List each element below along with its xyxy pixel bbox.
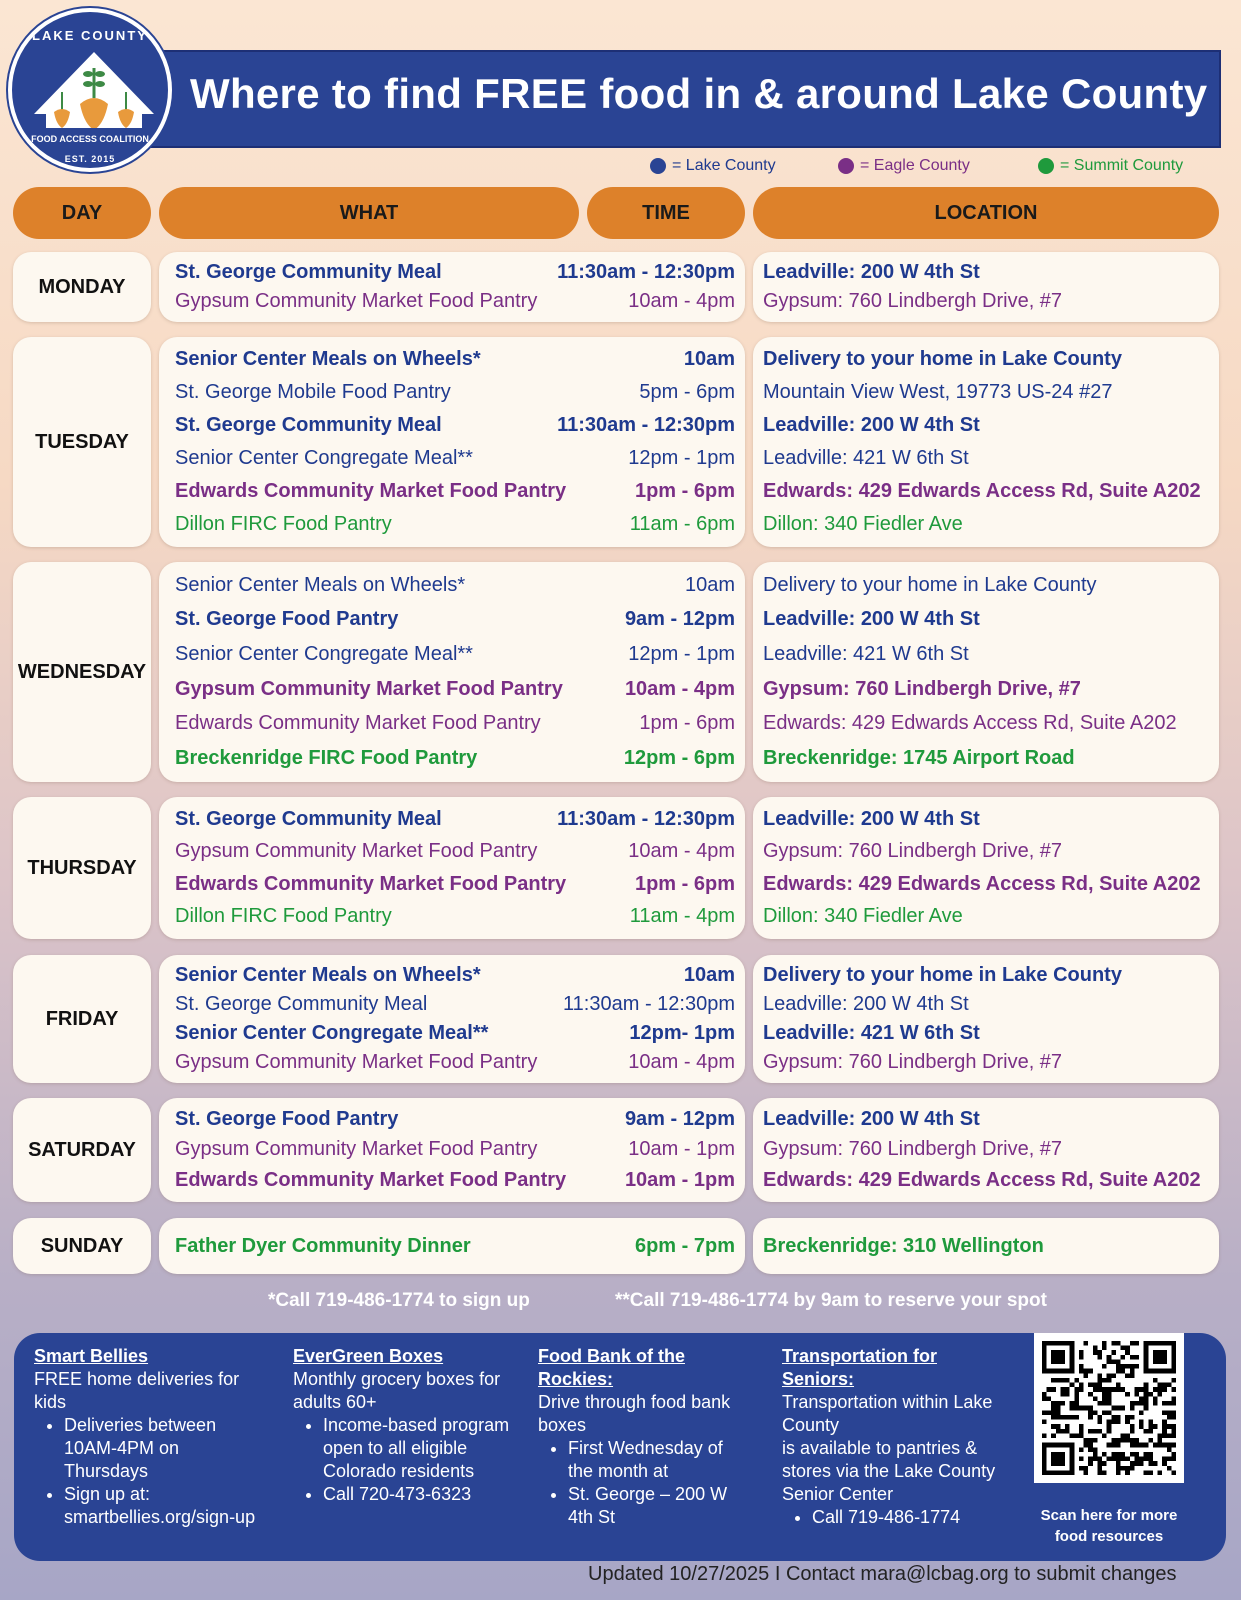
table-row — [175, 964, 735, 987]
what-time-card-sunday — [159, 1218, 745, 1274]
day-label-sunday: SUNDAY — [13, 1218, 151, 1274]
program-name: Senior Center Congregate Meal** — [175, 643, 473, 666]
location-card-monday — [753, 252, 1219, 322]
location-card-thursday — [753, 797, 1219, 939]
food-bank-desc: Drive through food bank boxes — [538, 1392, 731, 1435]
program-location: Edwards: 429 Edwards Access Rd, Suite A202 — [763, 872, 1201, 895]
program-location: Delivery to your home in Lake County — [763, 573, 1097, 596]
table-row — [175, 1022, 735, 1045]
table-row — [175, 1138, 735, 1161]
program-name: St. George Community Meal — [175, 261, 442, 283]
program-location: Gypsum: 760 Lindbergh Drive, #7 — [763, 1138, 1063, 1161]
day-label-saturday: SATURDAY — [13, 1098, 151, 1202]
program-location: Gypsum: 760 Lindbergh Drive, #7 — [763, 677, 1081, 700]
program-name: Breckenridge FIRC Food Pantry — [175, 747, 478, 770]
location-card-tuesday — [753, 337, 1219, 547]
program-name: Gypsum Community Market Food Pantry — [175, 677, 563, 700]
program-name: St. George Food Pantry — [175, 1107, 399, 1130]
program-time: 9am - 12pm — [624, 608, 735, 631]
program-name: Senior Center Congregate Meal** — [175, 447, 473, 469]
program-name: Father Dyer Community Dinner — [175, 1234, 471, 1257]
program-name: Senior Center Meals on Wheels* — [175, 348, 481, 370]
day-label-tuesday: TUESDAY — [13, 337, 151, 547]
food-bank-section — [538, 1345, 748, 1529]
program-time: 11:30am - 12:30pm — [557, 807, 735, 830]
program-time: 12pm - 1pm — [628, 643, 735, 666]
program-location: Dillon: 340 Fiedler Ave — [763, 513, 963, 535]
reserve-note: **Call 719-486-1774 by 9am to reserve your spot — [615, 1290, 1047, 1311]
evergreen-section — [293, 1345, 533, 1506]
title-banner — [140, 50, 1221, 148]
eagle-county-dot-icon — [838, 158, 854, 174]
program-location: Edwards: 429 Edwards Access Rd, Suite A202 — [763, 712, 1177, 735]
program-name: Gypsum Community Market Food Pantry — [175, 1051, 538, 1073]
program-time: 5pm - 6pm — [639, 381, 735, 403]
program-location: Leadville: 200 W 4th St — [763, 261, 980, 283]
program-name: Gypsum Community Market Food Pantry — [175, 840, 538, 863]
qr-code-icon[interactable] — [1034, 1333, 1184, 1483]
column-header-location: LOCATION — [753, 187, 1219, 239]
summit-county-dot-icon — [1038, 158, 1054, 174]
table-row — [175, 513, 735, 536]
program-name: Edwards Community Market Food Pantry — [175, 712, 541, 735]
program-location: Leadville: 200 W 4th St — [763, 993, 969, 1015]
location-card-friday — [753, 955, 1219, 1083]
table-row — [175, 993, 735, 1016]
smart-bellies-link[interactable]: Smart Bellies — [34, 1346, 149, 1366]
location-card-saturday — [753, 1098, 1219, 1202]
location-card-wednesday — [753, 562, 1219, 782]
program-name: St. George Mobile Food Pantry — [175, 381, 451, 403]
list-item: • Deliveries between 10AM-4PM on Thursdays — [64, 1414, 264, 1483]
program-location: Leadville: 200 W 4th St — [763, 414, 980, 436]
program-location: Gypsum: 760 Lindbergh Drive, #7 — [763, 840, 1063, 863]
coalition-logo — [8, 8, 172, 172]
program-name: St. George Community Meal — [175, 414, 442, 436]
program-name: St. George Food Pantry — [175, 608, 399, 631]
program-location: Mountain View West, 19773 US-24 #27 — [763, 381, 1113, 403]
program-location: Breckenridge: 1745 Airport Road — [763, 747, 1075, 770]
program-time: 1pm - 6pm — [639, 712, 735, 735]
day-label-thursday: THURSDAY — [13, 797, 151, 939]
resources-panel — [14, 1333, 1226, 1561]
table-row — [175, 414, 735, 437]
table-row — [175, 290, 735, 313]
legend-summit: = Summit County — [1038, 154, 1183, 178]
qr-caption: Scan here for more food resources — [1040, 1507, 1178, 1545]
program-time: 10am - 4pm — [628, 840, 735, 863]
footer-updated: Updated 10/27/2025 I Contact mara@lcbag.org to submit changes — [588, 1563, 1177, 1585]
program-name: Dillon FIRC Food Pantry — [175, 905, 392, 928]
evergreen-desc: Monthly grocery boxes for adults 60+ — [293, 1369, 501, 1412]
list-item: • Call 719-486-1774 — [812, 1506, 1002, 1529]
table-row — [175, 905, 735, 928]
smart-bellies-section — [34, 1345, 264, 1529]
table-row — [175, 381, 735, 404]
program-time: 10am — [683, 964, 735, 986]
program-name: Edwards Community Market Food Pantry — [175, 1169, 567, 1192]
program-name: Dillon FIRC Food Pantry — [175, 513, 392, 535]
program-location: Leadville: 421 W 6th St — [763, 447, 969, 469]
program-name: St. George Community Meal — [175, 993, 428, 1015]
program-time: 10am - 4pm — [628, 290, 735, 312]
what-time-card-wednesday — [159, 562, 745, 782]
program-location: Leadville: 200 W 4th St — [763, 807, 980, 830]
program-location: Edwards: 429 Edwards Access Rd, Suite A202 — [763, 480, 1201, 502]
what-time-card-thursday — [159, 797, 745, 939]
program-location: Gypsum: 760 Lindbergh Drive, #7 — [763, 1051, 1063, 1073]
program-location: Leadville: 200 W 4th St — [763, 1107, 980, 1130]
program-time: 10am - 1pm — [624, 1169, 735, 1192]
smart-bellies-desc: FREE home deliveries for kids — [34, 1369, 240, 1412]
logo-top-text: LAKE COUNTY — [32, 28, 148, 43]
transport-link[interactable]: Transportation for Seniors: — [782, 1346, 938, 1389]
column-header-time: TIME — [587, 187, 745, 239]
program-location: Breckenridge: 310 Wellington — [763, 1234, 1044, 1257]
day-label-wednesday: WEDNESDAY — [13, 562, 151, 782]
program-name: Gypsum Community Market Food Pantry — [175, 290, 538, 312]
what-time-card-saturday — [159, 1098, 745, 1202]
location-card-sunday — [753, 1218, 1219, 1274]
program-name: Edwards Community Market Food Pantry — [175, 480, 567, 502]
table-row — [175, 447, 735, 470]
what-time-card-monday — [159, 252, 745, 322]
program-name: Senior Center Congregate Meal** — [175, 1022, 489, 1044]
program-time: 10am - 1pm — [628, 1138, 735, 1161]
signup-note: *Call 719-486-1774 to sign up — [268, 1290, 530, 1311]
table-row — [175, 747, 735, 770]
program-time: 10am - 4pm — [624, 677, 735, 700]
program-name: Senior Center Meals on Wheels* — [175, 964, 481, 986]
legend-eagle: = Eagle County — [838, 154, 970, 178]
table-row — [175, 840, 735, 863]
program-time: 1pm - 6pm — [634, 480, 735, 502]
column-header-what: WHAT — [159, 187, 579, 239]
table-row — [175, 1108, 735, 1131]
what-time-card-tuesday — [159, 337, 745, 547]
program-time: 10am — [683, 348, 735, 370]
program-time: 11:30am - 12:30pm — [557, 414, 735, 436]
program-time: 12pm - 6pm — [623, 747, 735, 770]
program-name: Gypsum Community Market Food Pantry — [175, 1138, 538, 1161]
page-title: Where to find FREE food in & around Lake County — [190, 70, 1208, 117]
program-location: Leadville: 421 W 6th St — [763, 1022, 980, 1044]
program-location: Leadville: 421 W 6th St — [763, 643, 969, 666]
program-time: 11:30am - 12:30pm — [563, 993, 735, 1015]
table-row — [175, 608, 735, 631]
table-row — [175, 1051, 735, 1074]
program-name: St. George Community Meal — [175, 807, 442, 830]
program-time: 10am — [684, 573, 735, 596]
table-row — [175, 678, 735, 701]
list-item: • St. George – 200 W 4th St — [568, 1483, 748, 1529]
table-row — [175, 348, 735, 371]
program-location: Edwards: 429 Edwards Access Rd, Suite A202 — [763, 1169, 1201, 1192]
program-location: Delivery to your home in Lake County — [763, 964, 1122, 986]
lake-county-dot-icon — [650, 158, 666, 174]
transport-desc-1: Transportation within Lake County — [782, 1392, 993, 1435]
program-time: 11:30am - 12:30pm — [557, 261, 735, 283]
program-location: Dillon: 340 Fiedler Ave — [763, 905, 963, 928]
what-time-card-friday — [159, 955, 745, 1083]
table-row — [175, 808, 735, 831]
list-item: • Income-based program open to all eligible Colorado residents — [323, 1414, 533, 1483]
program-time: 1pm - 6pm — [634, 872, 735, 895]
table-row — [175, 873, 735, 896]
list-item: • Call 720-473-6323 — [323, 1483, 533, 1506]
program-time: 11am - 6pm — [629, 513, 735, 535]
program-time: 12pm- 1pm — [629, 1022, 735, 1044]
list-item: • First Wednesday of the month at — [568, 1437, 748, 1483]
table-row — [175, 1169, 735, 1192]
transport-desc-2: is available to pantries & stores via the Lake County Senior Center — [782, 1438, 996, 1504]
program-name: Senior Center Meals on Wheels* — [175, 573, 466, 596]
table-row — [175, 480, 735, 503]
day-label-monday: MONDAY — [13, 252, 151, 322]
program-location: Delivery to your home in Lake County — [763, 348, 1122, 370]
table-row — [175, 712, 735, 735]
program-location: Leadville: 200 W 4th St — [763, 608, 980, 631]
logo-est-text: EST. 2015 — [64, 154, 116, 164]
food-bank-link[interactable]: Food Bank of the Rockies: — [538, 1346, 685, 1389]
program-time: 12pm - 1pm — [628, 447, 735, 469]
table-row — [175, 261, 735, 284]
logo-band-text: FOOD ACCESS COALITION — [22, 128, 158, 150]
table-row — [175, 1235, 735, 1258]
table-row — [175, 574, 735, 597]
table-row — [175, 643, 735, 666]
program-time: 9am - 12pm — [624, 1107, 735, 1130]
list-item: • Sign up at: smartbellies.org/sign-up — [64, 1483, 264, 1529]
legend-lake: = Lake County — [650, 154, 776, 178]
column-header-day: DAY — [13, 187, 151, 239]
program-name: Edwards Community Market Food Pantry — [175, 872, 567, 895]
program-location: Gypsum: 760 Lindbergh Drive, #7 — [763, 290, 1063, 312]
program-time: 6pm - 7pm — [634, 1234, 735, 1257]
program-time: 11am - 4pm — [629, 905, 735, 928]
evergreen-link[interactable]: EverGreen Boxes — [293, 1346, 444, 1366]
transport-section — [782, 1345, 1002, 1529]
day-label-friday: FRIDAY — [13, 955, 151, 1083]
program-time: 10am - 4pm — [628, 1051, 735, 1073]
